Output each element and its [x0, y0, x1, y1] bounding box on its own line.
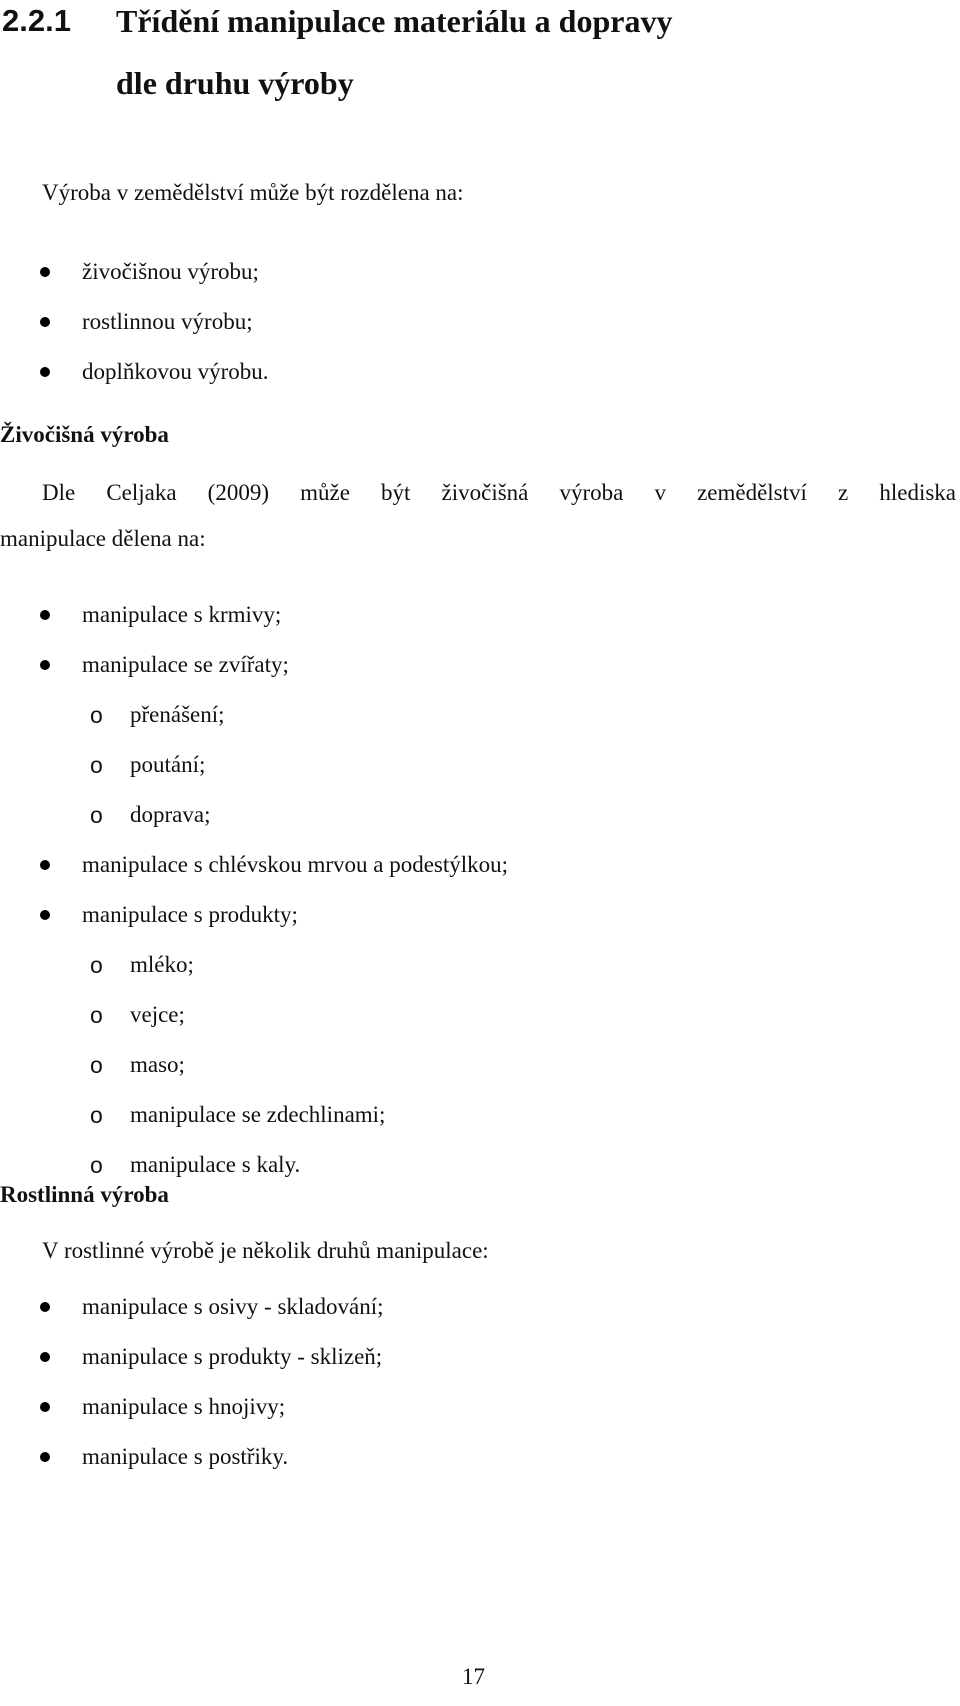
list-item-text: přenášení;	[130, 702, 225, 727]
bullet-icon	[40, 860, 50, 870]
list-item-text: manipulace se zvířaty;	[82, 652, 289, 677]
list-item-text: manipulace s chlévskou mrvou a podestýlkou;	[82, 852, 509, 877]
list-item-text: manipulace s produkty;	[82, 902, 298, 927]
animal-section-title: Živočišná výroba	[0, 422, 169, 447]
bullet-icon	[40, 1402, 50, 1412]
list-item-text: manipulace s kaly.	[130, 1152, 301, 1177]
plant-intro-paragraph: V rostlinné výrobě je několik druhů manipulace:	[42, 1238, 489, 1263]
page-number: 17	[462, 1664, 485, 1689]
list-item-text: doplňkovou výrobu.	[82, 359, 269, 384]
list-item-text: poutání;	[130, 752, 206, 777]
plant-section-title: Rostlinná výroba	[0, 1182, 169, 1207]
bullet-icon	[40, 1302, 50, 1312]
sub-bullet-marker: o	[90, 1052, 103, 1078]
bullet-icon	[40, 1352, 50, 1362]
bullet-icon	[40, 910, 50, 920]
bullet-icon	[40, 1452, 50, 1462]
list-item-text: doprava;	[130, 802, 211, 827]
list-item-text: manipulace se zdechlinami;	[130, 1102, 386, 1127]
list-item-text: vejce;	[130, 1002, 185, 1027]
bullet-icon	[40, 610, 50, 620]
bullet-icon	[40, 267, 50, 277]
list-item-text: živočišnou výrobu;	[82, 259, 259, 284]
sub-bullet-marker: o	[90, 802, 103, 828]
sub-bullet-marker: o	[90, 1002, 103, 1028]
bullet-icon	[40, 367, 50, 377]
section-title-line-1: Třídění manipulace materiálu a dopravy	[116, 3, 673, 39]
animal-paragraph-line-2: manipulace dělena na:	[0, 526, 206, 551]
section-number: 2.2.1	[2, 3, 71, 38]
sub-bullet-marker: o	[90, 752, 103, 778]
list-item-text: manipulace s krmivy;	[82, 602, 282, 627]
sub-bullet-marker: o	[90, 1152, 103, 1178]
section-title-line-2: dle druhu výroby	[116, 65, 354, 101]
list-item-text: manipulace s hnojivy;	[82, 1394, 286, 1419]
list-item-text: manipulace s postřiky.	[82, 1444, 289, 1469]
sub-bullet-marker: o	[90, 1102, 103, 1128]
list-item-text: mléko;	[130, 952, 194, 977]
list-item-text: manipulace s produkty - sklizeň;	[82, 1344, 383, 1369]
list-item-text: maso;	[130, 1052, 185, 1077]
list-item-text: rostlinnou výrobu;	[82, 309, 253, 334]
bullet-icon	[40, 660, 50, 670]
animal-paragraph-line-1: Dle Celjaka (2009) může být živočišná výroba v zemědělství z hlediska	[42, 480, 956, 505]
sub-bullet-marker: o	[90, 952, 103, 978]
intro-paragraph: Výroba v zemědělství může být rozdělena na:	[42, 180, 464, 205]
sub-bullet-marker: o	[90, 702, 103, 728]
bullet-icon	[40, 317, 50, 327]
list-item-text: manipulace s osivy - skladování;	[82, 1294, 384, 1319]
